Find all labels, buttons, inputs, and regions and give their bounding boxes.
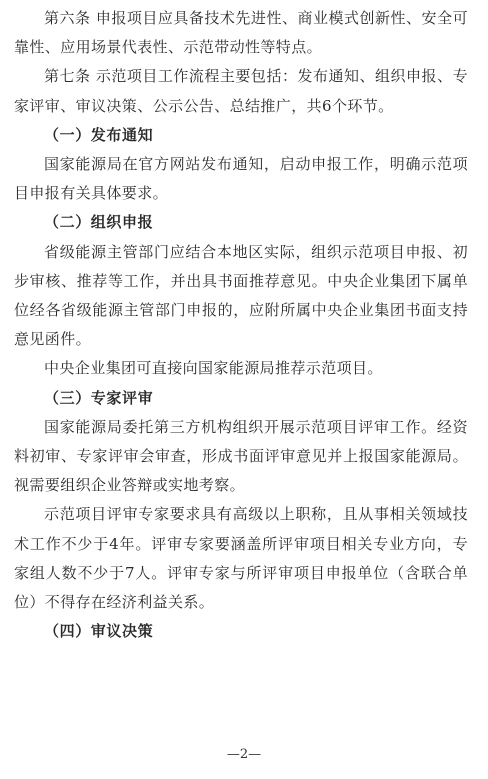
page-number: —2— bbox=[226, 747, 262, 762]
article-7-paragraph: 第七条 示范项目工作流程主要包括：发布通知、组织申报、专家评审、审议决策、公示公告、总结推广，共6个环节。 bbox=[14, 67, 468, 115]
section-heading-organize-application: （二）组织申报 bbox=[44, 213, 154, 232]
organize-application-paragraph-1: 省级能源主管部门应结合本地区实际，组织示范项目申报、初步审核、推荐等工作，并出具书面推荐意见。中央企业集团下属单位经各省级能源主管部门申报的，应附所属中央企业集团书面支持意见函件。 bbox=[14, 242, 468, 349]
expert-review-paragraph-1: 国家能源局委托第三方机构组织开展示范项目评审工作。经资料初审、专家评审会审查，形成书面评审意见并上报国家能源局。视需要组织企业答辩或实地考察。 bbox=[14, 417, 468, 495]
expert-review-paragraph-2: 示范项目评审专家要求具有高级以上职称，且从事相关领域技术工作不少于4年。评审专家要涵盖所评审项目相关专业方向，专家组人数不少于7人。评审专家与所评审项目申报单位（含联合单位）不得存在经济利益关系。 bbox=[14, 505, 468, 612]
section-heading-publish-notice: （一）发布通知 bbox=[44, 125, 154, 144]
section-heading-deliberation-decision: （四）审议决策 bbox=[44, 622, 154, 641]
organize-application-paragraph-2: 中央企业集团可直接向国家能源局推荐示范项目。 bbox=[44, 359, 383, 378]
publish-notice-paragraph: 国家能源局在官方网站发布通知，启动申报工作，明确示范项目申报有关具体要求。 bbox=[14, 155, 468, 203]
article-6-paragraph: 第六条 申报项目应具备技术先进性、商业模式创新性、安全可靠性、应用场景代表性、示范带动性等特点。 bbox=[14, 9, 468, 57]
section-heading-expert-review: （三）专家评审 bbox=[44, 388, 154, 407]
